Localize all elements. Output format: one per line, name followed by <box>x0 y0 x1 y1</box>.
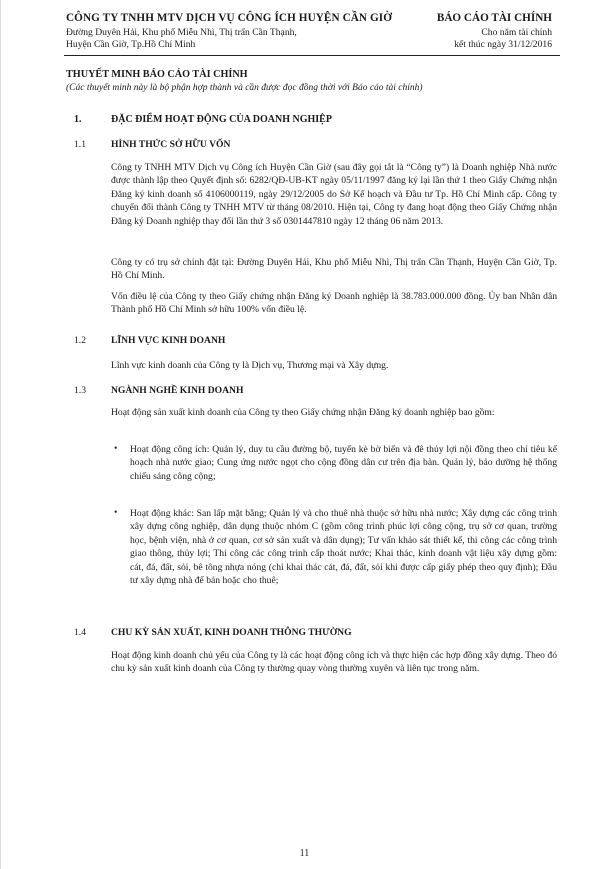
report-period-line2: kết thúc ngày 31/12/2016 <box>454 39 552 50</box>
subsection-title: NGÀNH NGHỀ KINH DOANH <box>111 385 244 396</box>
subsection-number: 1.2 <box>74 335 86 346</box>
business-field-paragraph: Lĩnh vực kinh doanh của Công ty là Dịch vụ, Thương mại và Xây dựng. <box>111 360 389 371</box>
subsection-title: CHU KỲ SẢN XUẤT, KINH DOANH THÔNG THƯỜNG <box>111 627 352 638</box>
page-number: 11 <box>299 848 310 859</box>
subsection-number: 1.4 <box>74 627 86 638</box>
other-activities: Hoạt động khác: San lấp mặt bằng; Quản lý và cho thuê nhà thuộc sở hữu nhà nước; Xây dựng các công trình xây dựng công nghiệp, dân dụng thuộc nhóm C (gồm công trình phúc lợi công cộng, trụ sở cơ quan, trường học, bệnh viện, nhà ở cơ quan, cơ sở sản xuất và dân dụng); Tư vấn khảo sát thiết kế, thi công các công trình giao thông, thủy lợi; Thi công các công trình cấp thoát nước; Khai thác, kinh doanh vật liệu xây dựng gồm: cát, đá, đất, sỏi, bê tông nhựa nóng (chỉ khai thác cát, đá, đất, sỏi khi được cấp giấy phép theo quy định); Đầu tư xây dựng nhà để bán hoặc cho thuê; <box>130 508 557 587</box>
document-title: THUYẾT MINH BÁO CÁO TÀI CHÍNH <box>66 69 248 80</box>
subsection-title: HÌNH THỨC SỞ HỮU VỐN <box>111 139 231 150</box>
business-cycle-paragraph: Hoạt động kinh doanh chủ yếu của Công ty là các hoạt động công ích và thực hiện các hợp đồng xây dựng. Theo đó chu kỳ sản xuất kinh doanh của Công ty thường quay vòng thường xuyên và liên tục trong năm. <box>111 650 557 675</box>
company-address-line1: Đường Duyên Hải, Khu phố Miễu Nhì, Thị trấn Cần Thạnh, <box>66 27 297 38</box>
business-lines-intro: Hoạt động sản xuất kinh doanh của Công ty theo Giấy chứng nhận Đăng ký doanh nghiệp bao gồm: <box>111 407 495 418</box>
subsection-number: 1.3 <box>74 385 86 396</box>
header-divider <box>64 55 560 56</box>
headquarters-paragraph: Công ty có trụ sở chính đặt tại: Đường Duyên Hải, Khu phố Miễu Nhì, Thị trấn Cần Thạnh, Huyện Cần Giờ, Tp. Hồ Chí Minh. <box>111 257 557 282</box>
ownership-paragraph: Công ty TNHH MTV Dịch vụ Công ích Huyện Cần Giờ (sau đây gọi tắt là “Công ty”) là Doanh nghiệp Nhà nước được thành lập theo Quyết định số: 6282/QĐ-UB-KT ngày 05/11/1997 đăng ký lại lần thứ 1 theo Giấy Chứng nhận Đăng ký kinh doanh số 4106000119, ngày 29/12/2005 do Sở Kế hoạch và Đầu tư Tp. Hồ Chí Minh cấp. Công ty chuyển đổi thành Công ty TNHH MTV từ tháng 08/2010. Hiện tại, Công ty đang hoạt động theo Giấy Chứng nhận Đăng ký Doanh nghiệp thay đổi lần thứ 3 số 0301447810 ngày 12 tháng 06 năm 2013. <box>111 162 557 227</box>
bullet-marker: • <box>114 507 118 518</box>
public-service-activities: Hoạt động công ích: Quản lý, duy tu cầu đường bộ, tuyến kè bờ biển và đê thủy lợi nội đồng theo chỉ tiêu kế hoạch nhà nước giao; Cung ứng nước ngọt cho cộng đồng dân cư trên địa bàn. Quản lý, bảo dưỡng hệ thống chiếu sáng công cộng; <box>130 444 557 482</box>
document-subtitle: (Các thuyết minh này là bộ phận hợp thành và cần được đọc đồng thời với Báo cáo tài chính) <box>66 83 423 93</box>
subsection-title: LĨNH VỰC KINH DOANH <box>111 335 226 346</box>
bullet-marker: • <box>114 443 118 454</box>
charter-capital-paragraph: Vốn điều lệ của Công ty theo Giấy chứng nhận Đăng ký Doanh nghiệp là 38.783.000.000 đồng. Ủy ban Nhân dân Thành phố Hồ Chí Minh sở hữu 100% vốn điều lệ. <box>111 291 557 316</box>
report-period-line1: Cho năm tài chính <box>481 27 552 38</box>
company-address-line2: Huyện Cần Giờ, Tp.Hồ Chí Minh <box>66 39 196 50</box>
scan-left-edge <box>0 0 1 869</box>
report-title: BÁO CÁO TÀI CHÍNH <box>436 12 552 24</box>
section-number: 1. <box>74 114 82 125</box>
company-name: CÔNG TY TNHH MTV DỊCH VỤ CÔNG ÍCH HUYỆN CẦN GIỜ <box>66 12 393 24</box>
subsection-number: 1.1 <box>74 139 86 150</box>
section-title: ĐẶC ĐIỂM HOẠT ĐỘNG CỦA DOANH NGHIỆP <box>111 114 332 125</box>
